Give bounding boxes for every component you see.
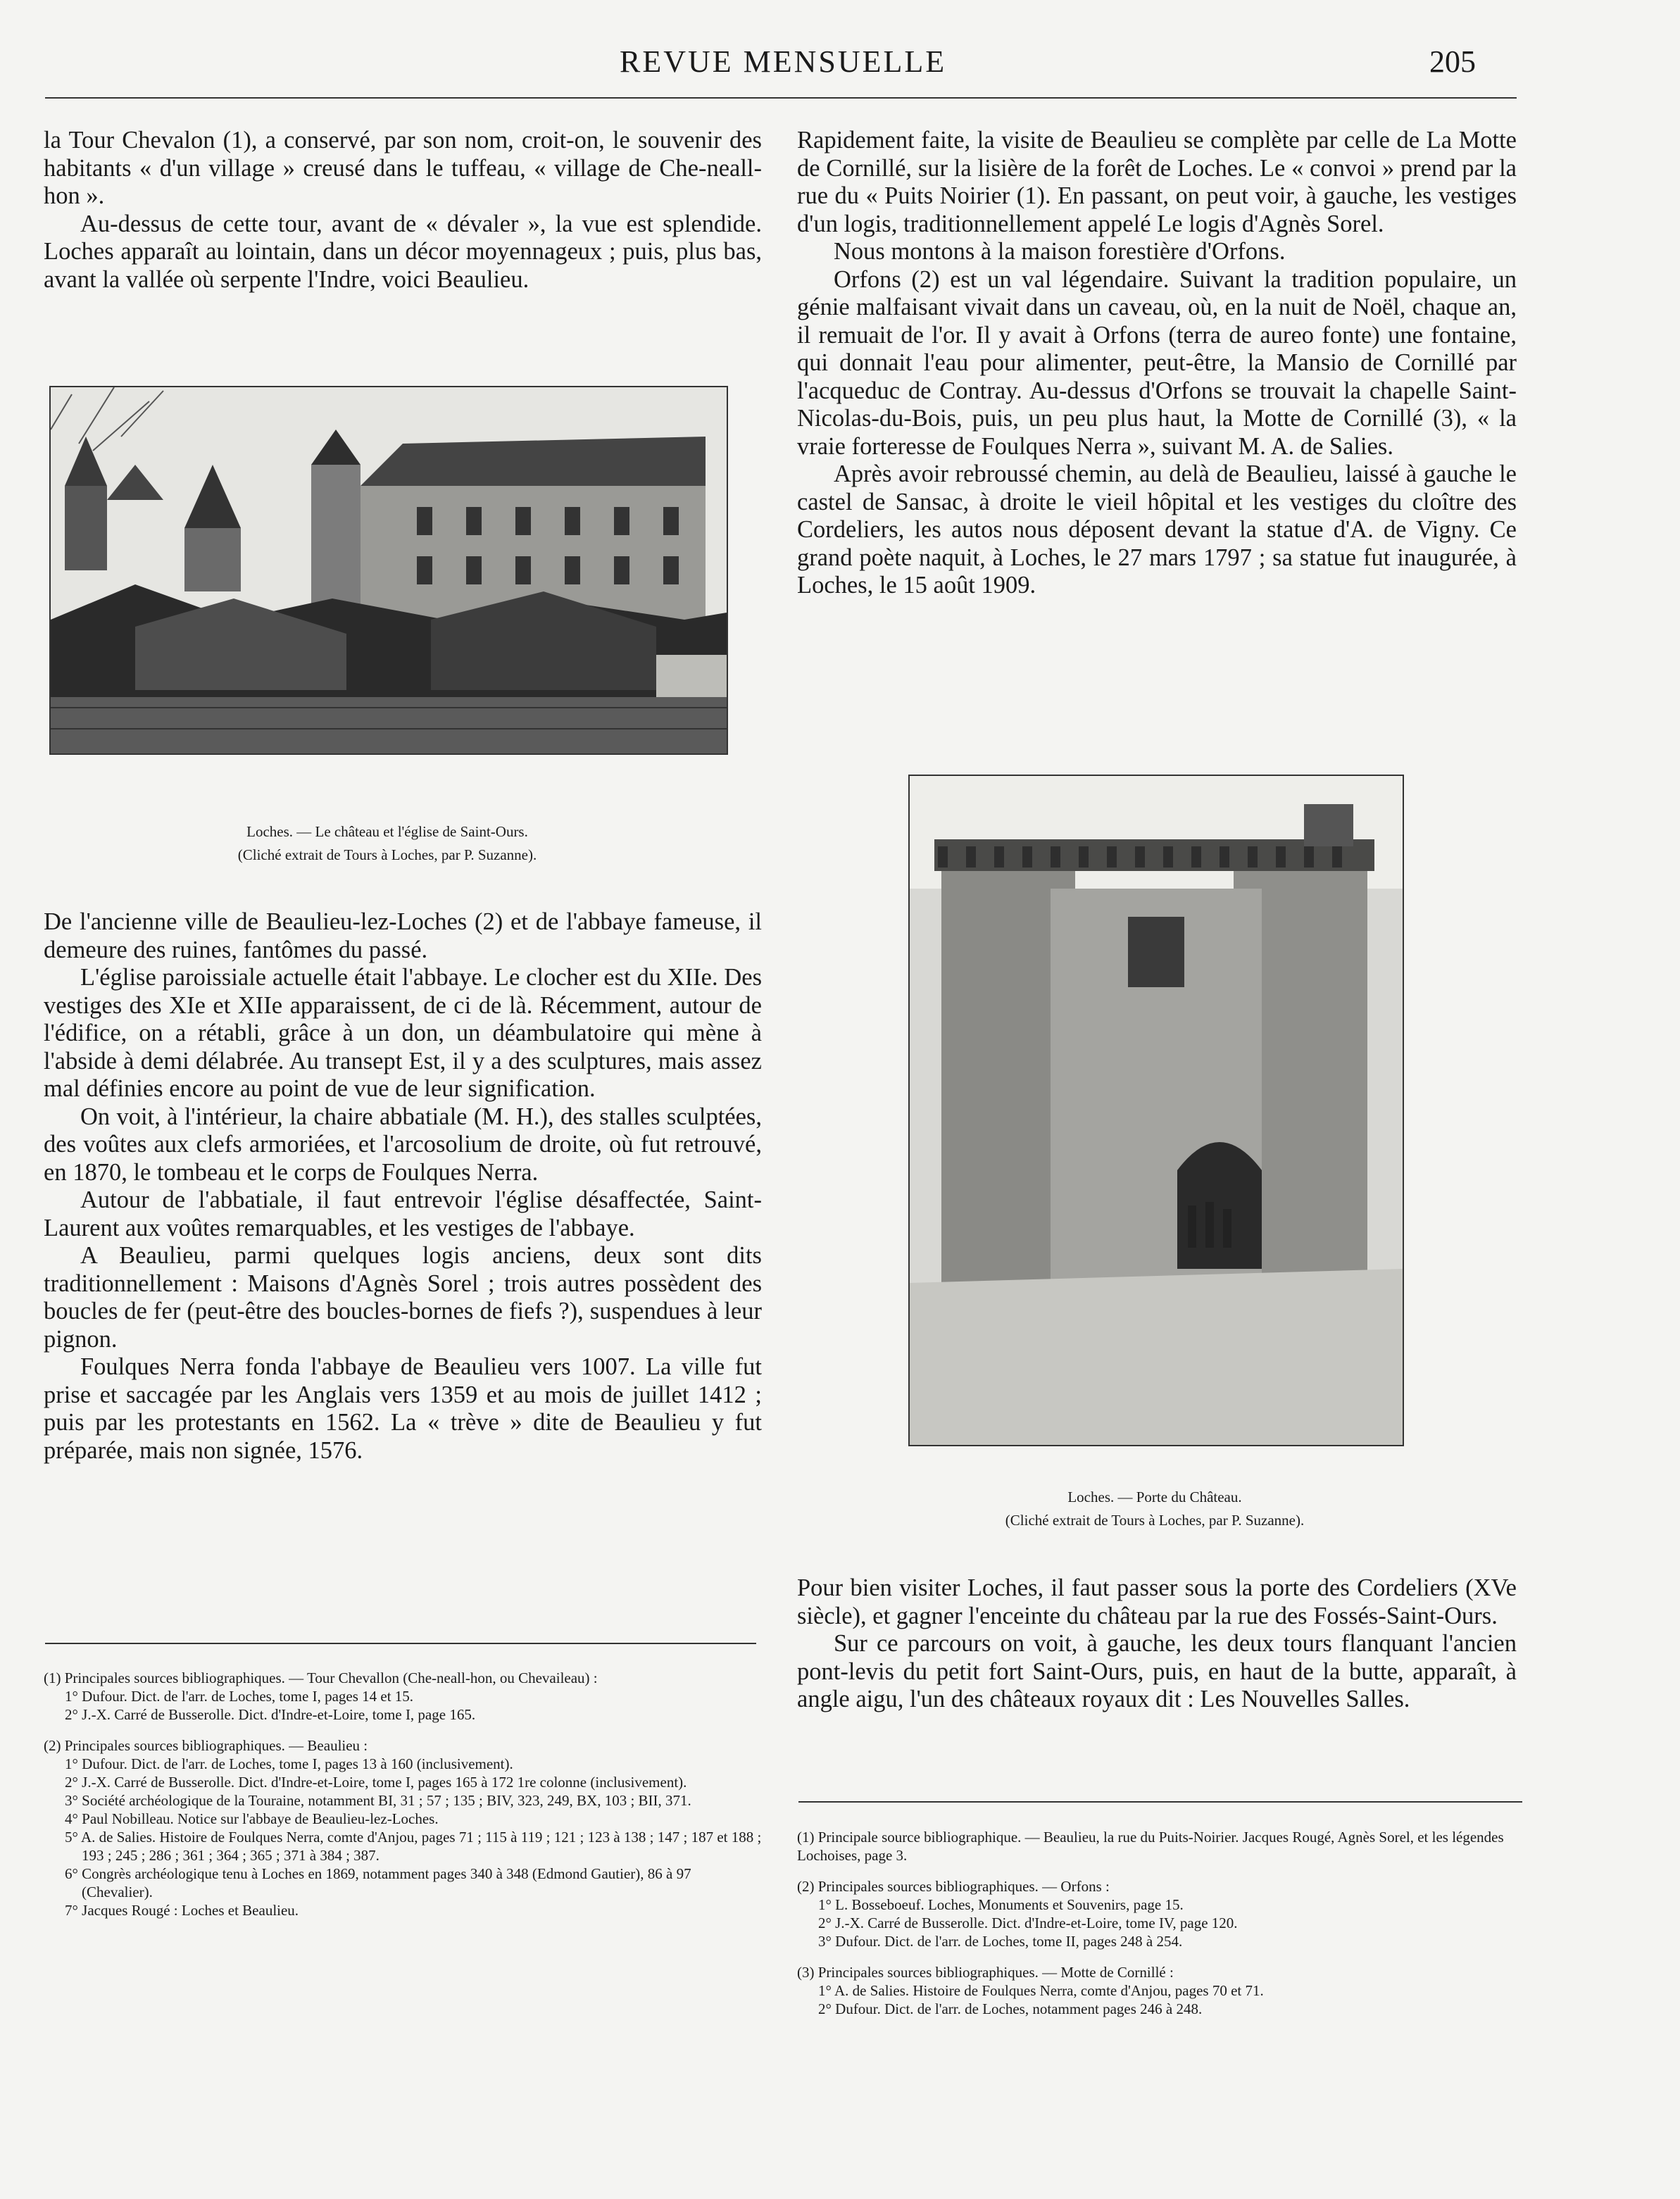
paragraph: A Beaulieu, parmi quelques logis anciens, deux sont dits traditionnellement : Maisons d'Agnès Sorel ; trois autres possèdent des boucles de fer (peut-être des boucles-bornes de fiefs ?), suspendues à leur pignon.	[44, 1242, 762, 1353]
photo-chateau-saint-ours	[49, 386, 728, 755]
footnote-item: 3° Société archéologique de la Touraine, notamment BI, 31 ; 57 ; 135 ; BIV, 323, 249, BX, 103 ; BII, 371.	[65, 1792, 691, 1809]
footnote-item: 1° L. Bosseboeuf. Loches, Monuments et Souvenirs, page 15.	[818, 1896, 1184, 1913]
paragraph: Autour de l'abbatiale, il faut entrevoir l'église désaffectée, Saint-Laurent aux voûtes remarquables, et les vestiges de l'abbaye.	[44, 1186, 762, 1241]
footnote-item: 2° Dufour. Dict. de l'arr. de Loches, notamment pages 246 à 248.	[818, 2000, 1203, 2017]
footnote-item: 3° Dufour. Dict. de l'arr. de Loches, tome II, pages 248 à 254.	[818, 1933, 1183, 1950]
footnote-rule	[45, 1643, 756, 1644]
figure-caption	[49, 820, 725, 867]
paragraph: Au-dessus de cette tour, avant de « dévaler », la vue est splendide. Loches apparaît au lointain, dans un décor moyennageux ; puis, plus bas, avant la vallée où serpente l'Indre, voici Beaulieu.	[44, 210, 762, 293]
footnote-item: 7° Jacques Rougé : Loches et Beaulieu.	[65, 1902, 299, 1919]
footnote-item: 1° A. de Salies. Histoire de Foulques Nerra, comte d'Anjou, pages 70 et 71.	[818, 1982, 1264, 1999]
paragraph: Foulques Nerra fonda l'abbaye de Beaulieu vers 1007. La ville fut prise et saccagée par les Anglais vers 1359 et au mois de juillet 1412 ; puis par les protestants en 1562. La « trève » dite de Beaulieu y fut préparée, mais non signée, 1576.	[44, 1353, 762, 1464]
footnote-item: 2° J.-X. Carré de Busserolle. Dict. d'Indre-et-Loire, tome I, page 165.	[65, 1706, 476, 1723]
right-footnotes	[797, 1828, 1517, 2018]
header-rule	[45, 97, 1517, 99]
footnote: (2) Principales sources bibliographiques. — Beaulieu :	[44, 1737, 368, 1754]
caption-source: (Cliché extrait de Tours à Loches, par P. Suzanne).	[1005, 1512, 1305, 1529]
page-number: 205	[1429, 44, 1476, 79]
caption-line: Loches. — Le château et l'église de Saint-Ours.	[246, 823, 528, 840]
paragraph: Orfons (2) est un val légendaire. Suivant la tradition populaire, un génie malfaisant vivait dans un caveau, où, en la nuit de Noël, chaque an, il remuait de l'or. Il y avait à Orfons (terra de aureo fonte) une fontaine, qui donnait l'eau pour alimenter, peut-être, la Mansio de Cornillé par l'acqueduc de Contray. Au-dessus d'Orfons se trouvait la chapelle Saint-Nicolas-du-Bois, puis, un peu plus haut, la Motte de Cornillé (3), « la vraie forteresse de Foulques Nerra », suivant M. A. de Salies.	[797, 265, 1517, 460]
footnote: (2) Principales sources bibliographiques. — Orfons :	[797, 1878, 1110, 1895]
right-column-bottom	[797, 1574, 1517, 1714]
photo-porte-du-chateau	[908, 775, 1404, 1446]
footnote-item: 6° Congrès archéologique tenu à Loches en 1869, notamment pages 340 à 348 (Edmond Gautier), 86 à 97 (Chevalier).	[65, 1865, 691, 1900]
figure-caption	[880, 1486, 1429, 1532]
footnote-item: 4° Paul Nobilleau. Notice sur l'abbaye de Beaulieu-lez-Loches.	[65, 1810, 439, 1827]
footnote-item: 5° A. de Salies. Histoire de Foulques Nerra, comte d'Anjou, pages 71 ; 115 à 119 ; 121 ; 123 à 138 ; 147 ; 187 et 188 ; 193 ; 245 ; 286 ; 361 ; 364 ; 365 ; 371 à 384 ; 387.	[65, 1829, 762, 1864]
paragraph: De l'ancienne ville de Beaulieu-lez-Loches (2) et de l'abbaye fameuse, il demeure des ruines, fantômes du passé.	[44, 908, 762, 963]
paragraph: Nous montons à la maison forestière d'Orfons.	[834, 238, 1286, 265]
right-column-top	[797, 127, 1517, 600]
footnote-rule	[798, 1801, 1522, 1803]
left-column-bottom	[44, 908, 762, 1465]
footnote-item: 1° Dufour. Dict. de l'arr. de Loches, tome I, pages 14 et 15.	[65, 1688, 414, 1705]
paragraph: Pour bien visiter Loches, il faut passer sous la porte des Cordeliers (XVe siècle), et gagner l'enceinte du château par la rue des Fossés-Saint-Ours.	[797, 1574, 1517, 1629]
chateau-illustration	[51, 387, 727, 753]
footnote-item: 2° J.-X. Carré de Busserolle. Dict. d'Indre-et-Loire, tome IV, page 120.	[818, 1915, 1238, 1931]
running-header: REVUE MENSUELLE	[620, 44, 947, 79]
footnote: (1) Principale source bibliographique. — Beaulieu, la rue du Puits-Noirier. Jacques Rougé, Agnès Sorel, et les légendes Lochoises, page 3.	[797, 1829, 1504, 1864]
caption-line: Loches. — Porte du Château.	[1067, 1489, 1242, 1505]
paragraph: Sur ce parcours on voit, à gauche, les deux tours flanquant l'ancien pont-levis du petit fort Saint-Ours, puis, en haut de la butte, apparaît, à angle aigu, l'un des châteaux royaux dit : Les Nouvelles Salles.	[797, 1630, 1517, 1712]
left-footnotes	[44, 1669, 762, 1919]
left-column-top	[44, 127, 762, 294]
paragraph: Rapidement faite, la visite de Beaulieu se complète par celle de La Motte de Cornillé, sur la lisière de la forêt de Loches. Le « convoi » prend par la rue du « Puits Noirier (1). En passant, on peut voir, à gauche, les vestiges d'un logis, traditionnellement appelé Le logis d'Agnès Sorel.	[797, 127, 1517, 237]
footnote: (1) Principales sources bibliographiques. — Tour Chevallon (Che-neall-hon, ou Chevaileau) :	[44, 1669, 598, 1686]
footnote-item: 1° Dufour. Dict. de l'arr. de Loches, tome I, pages 13 à 160 (inclusivement).	[65, 1755, 513, 1772]
footnote: (3) Principales sources bibliographiques. — Motte de Cornillé :	[797, 1964, 1174, 1981]
footnote-item: 2° J.-X. Carré de Busserolle. Dict. d'Indre-et-Loire, tome I, pages 165 à 172 1re colonne (inclusivement).	[65, 1774, 687, 1791]
paragraph: la Tour Chevalon (1), a conservé, par son nom, croit-on, le souvenir des habitants « d'un village » creusé dans le tuffeau, « village de Che-neall-hon ».	[44, 127, 762, 209]
caption-source: (Cliché extrait de Tours à Loches, par P. Suzanne).	[237, 846, 537, 863]
paragraph: Après avoir rebroussé chemin, au delà de Beaulieu, laissé à gauche le castel de Sansac, à droite le vieil hôpital et les vestiges du cloître des Cordeliers, les autos nous déposent devant la statue d'A. de Vigny. Ce grand poète naquit, à Loches, le 27 mars 1797 ; sa statue fut inaugurée, à Loches, le 15 août 1909.	[797, 461, 1517, 599]
paragraph: On voit, à l'intérieur, la chaire abbatiale (M. H.), des stalles sculptées, des voûtes aux clefs armoriées, et l'arcosolium de droite, où fut retrouvé, en 1870, le tombeau et le corps de Foulques Nerra.	[44, 1103, 762, 1186]
paragraph: L'église paroissiale actuelle était l'abbaye. Le clocher est du XIIe. Des vestiges des XIe et XIIe apparaissent, de ci de là. Récemment, autour de l'édifice, on a rétabli, grâce à un don, un déambulatoire qui mène à l'abside à demi délabrée. Au transept Est, il y a des sculptures, mais assez mal définies encore au point de vue de leur signification.	[44, 964, 762, 1102]
porte-illustration	[910, 776, 1403, 1445]
